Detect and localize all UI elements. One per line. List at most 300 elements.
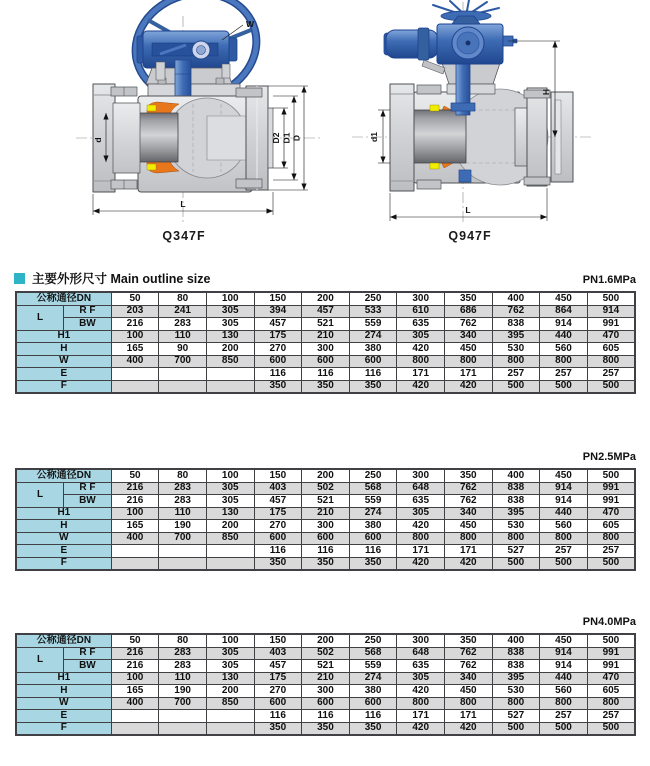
dimension-l-right xyxy=(390,188,547,221)
value-cell: 600 xyxy=(302,532,350,545)
dn-value-cell: 400 xyxy=(492,292,540,305)
value-cell: 216 xyxy=(111,660,159,673)
value-cell: 274 xyxy=(349,507,397,520)
value-cell: 800 xyxy=(397,355,445,368)
value-cell: 165 xyxy=(111,343,159,356)
table-row xyxy=(16,520,635,533)
value-cell: 500 xyxy=(492,557,540,570)
value-cell: 300 xyxy=(302,685,350,698)
electric-actuator xyxy=(384,0,517,64)
value-cell: 521 xyxy=(302,318,350,331)
value-cell: 914 xyxy=(540,318,588,331)
dn-corner-cell: 公称通径DN xyxy=(16,634,111,647)
value-cell: 800 xyxy=(540,355,588,368)
value-cell: 420 xyxy=(444,557,492,570)
value-cell: 90 xyxy=(159,343,207,356)
value-cell: 560 xyxy=(540,520,588,533)
value-cell: 100 xyxy=(111,330,159,343)
dim-label-w: W xyxy=(246,19,255,29)
value-cell: 527 xyxy=(492,545,540,558)
value-cell: 110 xyxy=(159,330,207,343)
value-cell xyxy=(206,722,254,735)
value-cell: 283 xyxy=(159,647,207,660)
dn-value-cell: 80 xyxy=(159,634,207,647)
value-cell: 700 xyxy=(159,697,207,710)
dim-label-cell: E xyxy=(16,368,111,381)
dim-label-d1-right: d1 xyxy=(369,132,379,142)
table-row xyxy=(16,343,635,356)
value-cell: 305 xyxy=(206,660,254,673)
dim-label-cell: E xyxy=(16,545,111,558)
value-cell: 991 xyxy=(587,318,635,331)
value-cell: 216 xyxy=(111,495,159,508)
value-cell: 440 xyxy=(540,507,588,520)
value-cell: 165 xyxy=(111,520,159,533)
outline-size-table-pn40 xyxy=(15,633,636,736)
dim-label-cell: W xyxy=(16,532,111,545)
value-cell: 300 xyxy=(302,520,350,533)
dn-value-cell: 250 xyxy=(349,634,397,647)
left-model-label: Q347F xyxy=(162,229,206,243)
value-cell: 838 xyxy=(492,482,540,495)
dim-label-cell: H xyxy=(16,520,111,533)
dim-label-cell: R F xyxy=(64,305,112,318)
pressure-label-pn25: PN2.5MPa xyxy=(582,451,636,463)
value-cell: 420 xyxy=(397,343,445,356)
dim-label-cell: F xyxy=(16,722,111,735)
value-cell: 457 xyxy=(254,660,302,673)
value-cell: 440 xyxy=(540,330,588,343)
value-cell: 635 xyxy=(397,318,445,331)
value-cell: 800 xyxy=(587,355,635,368)
value-cell: 568 xyxy=(349,647,397,660)
value-cell: 350 xyxy=(302,380,350,393)
value-cell: 420 xyxy=(444,722,492,735)
value-cell: 450 xyxy=(444,520,492,533)
dim-label-cell: F xyxy=(16,557,111,570)
value-cell: 100 xyxy=(111,507,159,520)
value-cell: 762 xyxy=(444,660,492,673)
value-cell xyxy=(159,368,207,381)
dim-label-l-left: L xyxy=(180,199,186,209)
value-cell: 340 xyxy=(444,330,492,343)
table-row xyxy=(16,660,635,673)
value-cell: 762 xyxy=(444,647,492,660)
value-cell: 838 xyxy=(492,495,540,508)
value-cell: 283 xyxy=(159,482,207,495)
table-row xyxy=(16,647,635,660)
value-cell: 116 xyxy=(302,545,350,558)
value-cell: 527 xyxy=(492,710,540,723)
value-cell: 175 xyxy=(254,507,302,520)
value-cell: 116 xyxy=(349,545,397,558)
value-cell: 171 xyxy=(397,710,445,723)
dim-label-cell: H xyxy=(16,685,111,698)
dn-value-cell: 200 xyxy=(302,292,350,305)
table-row xyxy=(16,634,635,647)
value-cell: 110 xyxy=(159,507,207,520)
value-cell: 457 xyxy=(254,495,302,508)
value-cell xyxy=(206,710,254,723)
group-label-cell: L xyxy=(16,305,64,330)
value-cell: 914 xyxy=(540,482,588,495)
value-cell xyxy=(159,722,207,735)
value-cell: 274 xyxy=(349,672,397,685)
dim-label-d2: D2 xyxy=(271,132,281,144)
value-cell: 395 xyxy=(492,330,540,343)
table-row xyxy=(16,355,635,368)
value-cell: 800 xyxy=(397,697,445,710)
dn-value-cell: 100 xyxy=(206,292,254,305)
value-cell: 450 xyxy=(444,343,492,356)
value-cell: 568 xyxy=(349,482,397,495)
value-cell: 648 xyxy=(397,482,445,495)
value-cell: 257 xyxy=(492,368,540,381)
value-cell: 500 xyxy=(587,722,635,735)
value-cell: 521 xyxy=(302,495,350,508)
value-cell: 500 xyxy=(540,557,588,570)
value-cell xyxy=(206,368,254,381)
value-cell: 559 xyxy=(349,495,397,508)
dim-label-cell: W xyxy=(16,697,111,710)
value-cell: 175 xyxy=(254,330,302,343)
value-cell xyxy=(159,557,207,570)
dn-value-cell: 150 xyxy=(254,634,302,647)
value-cell: 420 xyxy=(397,722,445,735)
value-cell: 305 xyxy=(206,495,254,508)
value-cell: 130 xyxy=(206,507,254,520)
value-cell: 175 xyxy=(254,672,302,685)
value-cell: 420 xyxy=(444,380,492,393)
value-cell: 838 xyxy=(492,660,540,673)
value-cell: 171 xyxy=(444,710,492,723)
table-row xyxy=(16,482,635,495)
value-cell: 216 xyxy=(111,482,159,495)
value-cell: 457 xyxy=(302,305,350,318)
value-cell: 914 xyxy=(540,660,588,673)
value-cell: 600 xyxy=(302,355,350,368)
dn-value-cell: 350 xyxy=(444,469,492,482)
value-cell: 350 xyxy=(302,722,350,735)
value-cell: 200 xyxy=(206,343,254,356)
table-row xyxy=(16,495,635,508)
table-row xyxy=(16,292,635,305)
value-cell: 100 xyxy=(111,672,159,685)
table-row xyxy=(16,368,635,381)
valve-diagram xyxy=(0,0,650,262)
value-cell: 800 xyxy=(540,532,588,545)
value-cell: 600 xyxy=(254,697,302,710)
value-cell: 257 xyxy=(587,710,635,723)
value-cell: 635 xyxy=(397,660,445,673)
value-cell: 116 xyxy=(349,368,397,381)
value-cell: 116 xyxy=(254,368,302,381)
q347f-valve-drawing xyxy=(76,0,322,243)
dn-value-cell: 400 xyxy=(492,634,540,647)
value-cell: 300 xyxy=(302,343,350,356)
dn-value-cell: 150 xyxy=(254,292,302,305)
value-cell: 305 xyxy=(397,330,445,343)
value-cell: 800 xyxy=(444,697,492,710)
dim-label-cell: BW xyxy=(64,660,112,673)
value-cell: 216 xyxy=(111,318,159,331)
table-row xyxy=(16,697,635,710)
value-cell: 171 xyxy=(397,545,445,558)
value-cell: 500 xyxy=(540,380,588,393)
dn-value-cell: 100 xyxy=(206,469,254,482)
dim-label-cell: BW xyxy=(64,318,112,331)
value-cell: 530 xyxy=(492,685,540,698)
value-cell: 610 xyxy=(397,305,445,318)
value-cell: 838 xyxy=(492,647,540,660)
dn-corner-cell: 公称通径DN xyxy=(16,292,111,305)
value-cell: 283 xyxy=(159,660,207,673)
dn-value-cell: 100 xyxy=(206,634,254,647)
value-cell: 530 xyxy=(492,343,540,356)
table-row xyxy=(16,685,635,698)
dn-value-cell: 450 xyxy=(540,292,588,305)
value-cell: 350 xyxy=(302,557,350,570)
value-cell: 502 xyxy=(302,647,350,660)
dimension-d1-right xyxy=(369,110,390,163)
section-title: 主要外形尺寸 Main outline size xyxy=(32,272,211,286)
value-cell: 190 xyxy=(159,685,207,698)
dim-label-cell: BW xyxy=(64,495,112,508)
value-cell: 420 xyxy=(397,520,445,533)
value-cell: 600 xyxy=(349,697,397,710)
table-row xyxy=(16,507,635,520)
value-cell xyxy=(111,710,159,723)
value-cell: 283 xyxy=(159,495,207,508)
value-cell: 800 xyxy=(444,532,492,545)
table-row xyxy=(16,532,635,545)
table-row xyxy=(16,710,635,723)
dn-value-cell: 500 xyxy=(587,292,635,305)
table-row xyxy=(16,305,635,318)
value-cell: 635 xyxy=(397,495,445,508)
dn-value-cell: 500 xyxy=(587,469,635,482)
value-cell: 203 xyxy=(111,305,159,318)
value-cell: 305 xyxy=(397,507,445,520)
value-cell: 305 xyxy=(206,647,254,660)
value-cell: 850 xyxy=(206,697,254,710)
dim-label-cell: H1 xyxy=(16,330,111,343)
value-cell: 700 xyxy=(159,355,207,368)
value-cell: 116 xyxy=(302,368,350,381)
dn-value-cell: 500 xyxy=(587,634,635,647)
dn-value-cell: 150 xyxy=(254,469,302,482)
value-cell: 257 xyxy=(587,368,635,381)
dn-value-cell: 80 xyxy=(159,292,207,305)
value-cell xyxy=(206,545,254,558)
table-row xyxy=(16,545,635,558)
dn-value-cell: 80 xyxy=(159,469,207,482)
value-cell: 350 xyxy=(349,380,397,393)
dim-label-cell: E xyxy=(16,710,111,723)
value-cell: 991 xyxy=(587,647,635,660)
value-cell: 600 xyxy=(349,532,397,545)
value-cell: 500 xyxy=(492,722,540,735)
value-cell: 200 xyxy=(206,685,254,698)
value-cell: 403 xyxy=(254,482,302,495)
dn-value-cell: 450 xyxy=(540,634,588,647)
value-cell: 470 xyxy=(587,672,635,685)
value-cell: 403 xyxy=(254,647,302,660)
value-cell: 470 xyxy=(587,330,635,343)
value-cell: 560 xyxy=(540,343,588,356)
value-cell: 762 xyxy=(444,482,492,495)
value-cell: 305 xyxy=(206,305,254,318)
value-cell: 130 xyxy=(206,672,254,685)
value-cell: 270 xyxy=(254,520,302,533)
value-cell: 605 xyxy=(587,685,635,698)
dn-value-cell: 300 xyxy=(397,634,445,647)
value-cell: 283 xyxy=(159,318,207,331)
value-cell: 116 xyxy=(254,545,302,558)
value-cell: 305 xyxy=(206,482,254,495)
value-cell: 350 xyxy=(254,722,302,735)
value-cell: 395 xyxy=(492,507,540,520)
value-cell: 762 xyxy=(444,495,492,508)
value-cell: 800 xyxy=(587,532,635,545)
outline-size-table-pn25 xyxy=(15,468,636,571)
value-cell: 800 xyxy=(444,355,492,368)
value-cell: 500 xyxy=(540,722,588,735)
value-cell: 800 xyxy=(587,697,635,710)
value-cell: 559 xyxy=(349,318,397,331)
value-cell: 502 xyxy=(302,482,350,495)
value-cell: 394 xyxy=(254,305,302,318)
value-cell xyxy=(111,557,159,570)
table-row xyxy=(16,330,635,343)
value-cell: 171 xyxy=(444,368,492,381)
value-cell xyxy=(111,722,159,735)
value-cell: 110 xyxy=(159,672,207,685)
value-cell: 838 xyxy=(492,318,540,331)
value-cell: 350 xyxy=(254,557,302,570)
value-cell: 165 xyxy=(111,685,159,698)
group-label-cell: L xyxy=(16,647,64,672)
pressure-label-pn40: PN4.0MPa xyxy=(582,616,636,628)
dim-label-dd: D xyxy=(291,134,302,142)
value-cell: 800 xyxy=(397,532,445,545)
value-cell: 340 xyxy=(444,672,492,685)
dn-value-cell: 250 xyxy=(349,469,397,482)
value-cell: 190 xyxy=(159,520,207,533)
value-cell: 559 xyxy=(349,660,397,673)
value-cell: 380 xyxy=(349,520,397,533)
dim-label-cell: R F xyxy=(64,482,112,495)
value-cell: 800 xyxy=(540,697,588,710)
value-cell: 600 xyxy=(254,355,302,368)
value-cell: 605 xyxy=(587,343,635,356)
value-cell xyxy=(206,380,254,393)
value-cell: 500 xyxy=(492,380,540,393)
value-cell: 380 xyxy=(349,343,397,356)
value-cell: 171 xyxy=(444,545,492,558)
right-model-label: Q947F xyxy=(448,229,492,243)
value-cell: 420 xyxy=(397,685,445,698)
value-cell: 395 xyxy=(492,672,540,685)
value-cell: 560 xyxy=(540,685,588,698)
value-cell: 864 xyxy=(540,305,588,318)
section-header xyxy=(14,269,211,287)
table-row xyxy=(16,318,635,331)
dim-label-cell: H1 xyxy=(16,507,111,520)
value-cell: 270 xyxy=(254,343,302,356)
dn-value-cell: 450 xyxy=(540,469,588,482)
value-cell xyxy=(111,545,159,558)
value-cell: 530 xyxy=(492,520,540,533)
value-cell: 400 xyxy=(111,697,159,710)
dn-value-cell: 350 xyxy=(444,292,492,305)
value-cell: 241 xyxy=(159,305,207,318)
value-cell: 450 xyxy=(444,685,492,698)
value-cell: 380 xyxy=(349,685,397,698)
dn-value-cell: 400 xyxy=(492,469,540,482)
value-cell: 340 xyxy=(444,507,492,520)
dn-value-cell: 50 xyxy=(111,634,159,647)
value-cell: 420 xyxy=(397,380,445,393)
value-cell: 500 xyxy=(587,557,635,570)
value-cell: 210 xyxy=(302,672,350,685)
dn-value-cell: 200 xyxy=(302,634,350,647)
value-cell xyxy=(206,557,254,570)
value-cell: 686 xyxy=(444,305,492,318)
value-cell: 800 xyxy=(492,532,540,545)
dim-label-cell: H xyxy=(16,343,111,356)
value-cell: 648 xyxy=(397,647,445,660)
table-row xyxy=(16,722,635,735)
dn-value-cell: 250 xyxy=(349,292,397,305)
outline-size-table-pn16 xyxy=(15,291,636,394)
dim-label-cell: H1 xyxy=(16,672,111,685)
value-cell: 210 xyxy=(302,507,350,520)
value-cell: 914 xyxy=(540,647,588,660)
value-cell xyxy=(159,380,207,393)
value-cell: 257 xyxy=(540,368,588,381)
table-row xyxy=(16,672,635,685)
value-cell: 521 xyxy=(302,660,350,673)
dim-label-h: H xyxy=(541,88,551,96)
dim-label-l-right: L xyxy=(465,205,471,215)
value-cell: 605 xyxy=(587,520,635,533)
dn-value-cell: 200 xyxy=(302,469,350,482)
value-cell: 350 xyxy=(349,722,397,735)
value-cell: 305 xyxy=(397,672,445,685)
dim-label-cell: F xyxy=(16,380,111,393)
value-cell: 762 xyxy=(444,318,492,331)
value-cell: 991 xyxy=(587,660,635,673)
q947f-valve-drawing xyxy=(352,0,594,243)
value-cell: 270 xyxy=(254,685,302,698)
value-cell xyxy=(159,545,207,558)
value-cell: 116 xyxy=(349,710,397,723)
dn-value-cell: 300 xyxy=(397,292,445,305)
value-cell: 257 xyxy=(540,710,588,723)
value-cell: 257 xyxy=(587,545,635,558)
value-cell: 914 xyxy=(587,305,635,318)
value-cell: 440 xyxy=(540,672,588,685)
value-cell xyxy=(111,380,159,393)
value-cell: 116 xyxy=(302,710,350,723)
table-row xyxy=(16,380,635,393)
value-cell xyxy=(159,710,207,723)
value-cell: 991 xyxy=(587,495,635,508)
value-cell: 130 xyxy=(206,330,254,343)
value-cell: 350 xyxy=(254,380,302,393)
value-cell: 800 xyxy=(492,355,540,368)
